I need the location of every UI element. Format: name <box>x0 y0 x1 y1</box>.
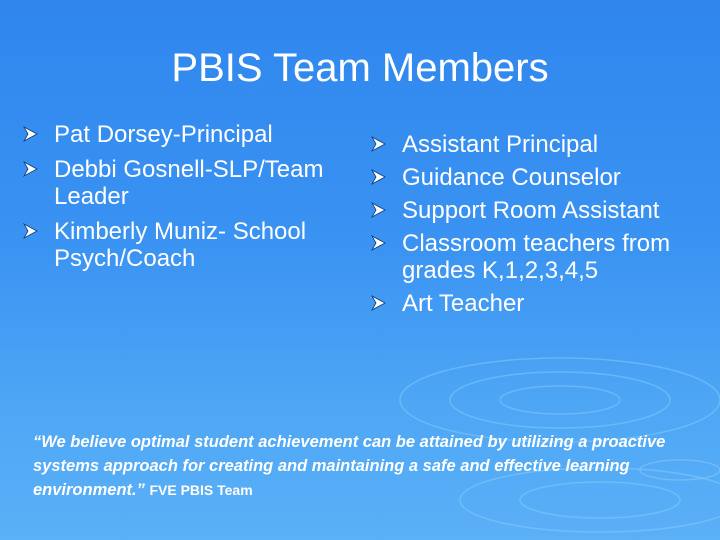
quote-attribution: FVE PBIS Team <box>149 482 253 498</box>
arrow-bullet-icon <box>22 223 38 239</box>
arrow-bullet-icon <box>22 126 38 142</box>
arrow-bullet-icon <box>370 235 386 251</box>
list-item-label: Art Teacher <box>402 290 525 317</box>
list-item <box>22 156 367 210</box>
list-item <box>370 164 715 191</box>
list-item-label: Assistant Principal <box>402 131 599 158</box>
member-list-right <box>370 131 715 323</box>
arrow-bullet-icon <box>370 136 386 152</box>
list-item-label: Kimberly Muniz- School Psych/Coach <box>54 218 307 272</box>
list-item-label: Support Room Assistant <box>402 197 660 224</box>
mission-quote <box>33 430 713 502</box>
list-item-label: Classroom teachers from grades K,1,2,3,4,5 <box>402 230 671 284</box>
arrow-bullet-icon <box>370 202 386 218</box>
slide-title: PBIS Team Members <box>171 46 549 90</box>
list-item <box>370 290 715 317</box>
list-item <box>370 131 715 158</box>
arrow-bullet-icon <box>370 169 386 185</box>
arrow-bullet-icon <box>22 161 38 177</box>
quote-text: “We believe optimal student achievement can be attained by utilizing a proactive systems approach for creating and maintaining a safe and effective learning environment.” <box>33 433 666 499</box>
list-item <box>22 218 367 272</box>
list-item <box>22 121 367 148</box>
list-item-label: Pat Dorsey-Principal <box>54 121 273 148</box>
list-item-label: Guidance Counselor <box>402 164 621 191</box>
list-item <box>370 230 715 284</box>
arrow-bullet-icon <box>370 295 386 311</box>
list-item-label: Debbi Gosnell-SLP/Team Leader <box>54 156 324 210</box>
member-list-left <box>22 121 367 280</box>
list-item <box>370 197 715 224</box>
